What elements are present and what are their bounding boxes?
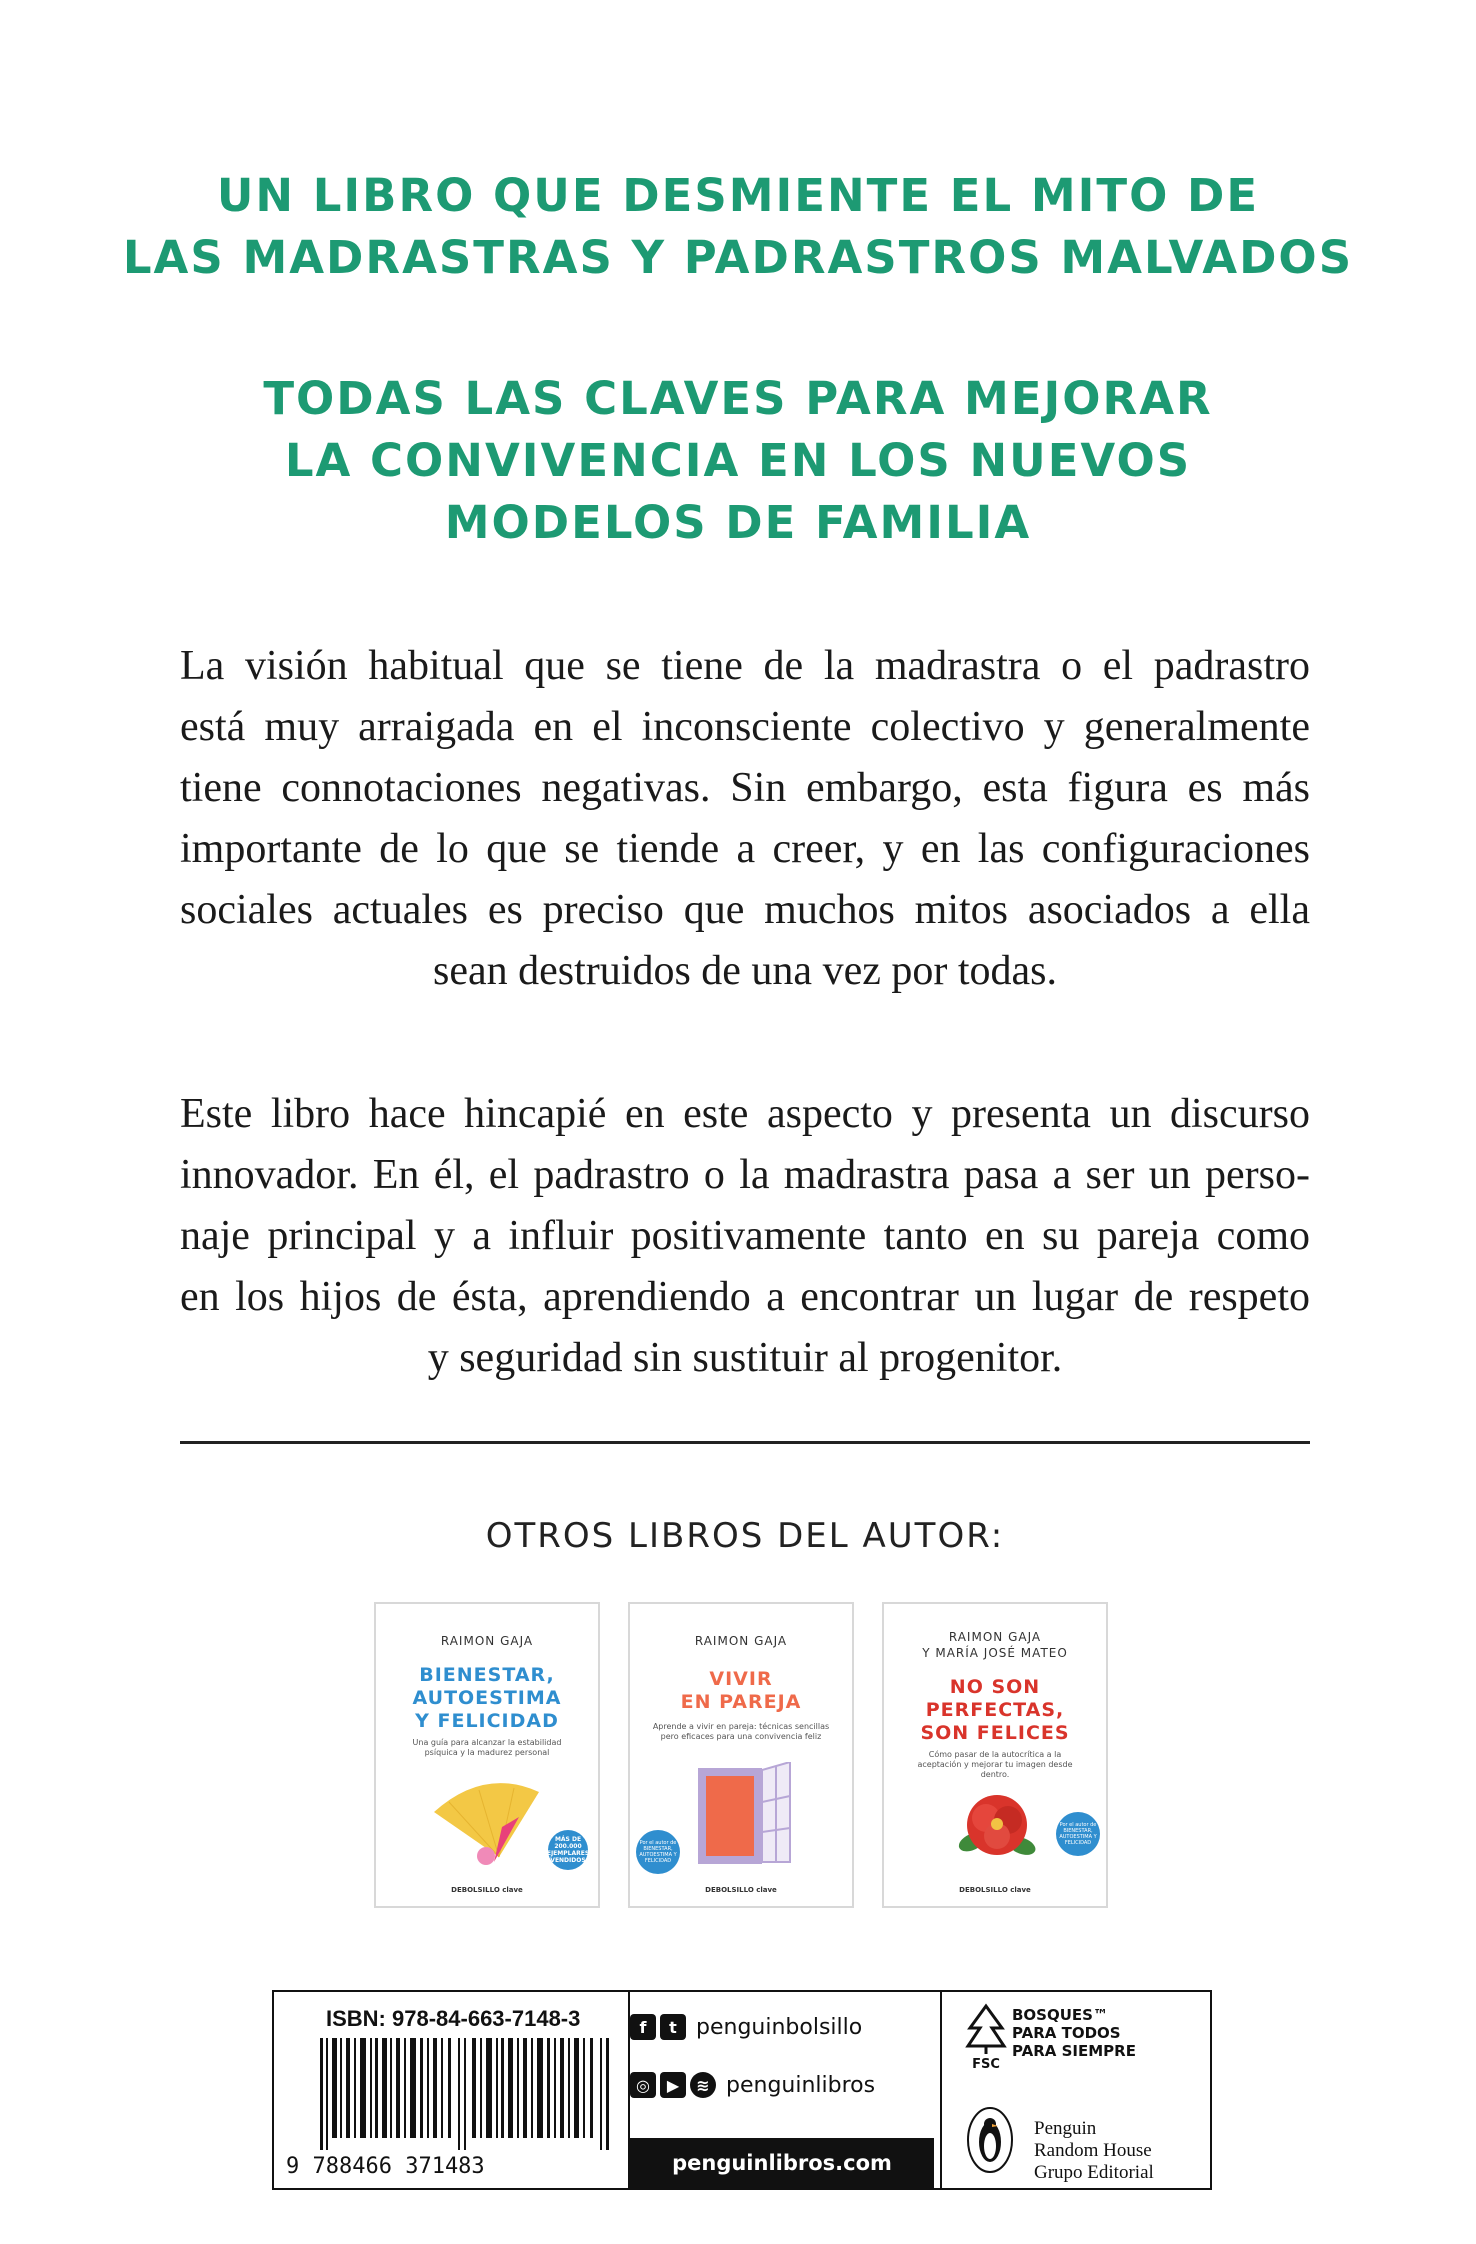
- synopsis-paragraph-1: [180, 636, 1310, 1002]
- text-line: Este libro hace hincapié en este aspecto y presenta un discurso: [180, 1091, 1310, 1137]
- book-subtitle: Aprende a vivir en pareja: técnicas sencillas pero eficaces para una convivencia feliz: [652, 1722, 830, 1741]
- book-title-line: NO SON: [949, 1676, 1041, 1698]
- book-imprint: DEBOLSILLO clave: [705, 1886, 777, 1894]
- fsc-slogan: [1012, 2006, 1136, 2060]
- fsc-slogan-line: PARA SIEMPRE: [1012, 2042, 1136, 2060]
- footer-info-box: [272, 1990, 1212, 2190]
- social-row-libros: [630, 2072, 875, 2098]
- headline-line: UN LIBRO QUE DESMIENTE EL MITO DE: [216, 169, 1260, 222]
- publisher-name: [1034, 2118, 1154, 2184]
- book-title-line: AUTOESTIMA: [412, 1687, 562, 1709]
- book-cover-no-son-perfectas[interactable]: [882, 1602, 1108, 1908]
- book-title-line: EN PAREJA: [680, 1691, 802, 1713]
- text-line: naje principal y a influir positivamente tanto en su pareja como: [180, 1213, 1310, 1259]
- synopsis-paragraph-2: [180, 1084, 1310, 1389]
- author-sticker: Por el autor de BIENESTAR, AUTOESTIMA Y FELICIDAD: [1056, 1812, 1100, 1856]
- youtube-icon[interactable]: ▶: [660, 2072, 686, 2098]
- fan-illustration-icon: [424, 1772, 554, 1872]
- isbn-label: ISBN: 978-84-663-7148-3: [326, 2006, 581, 2031]
- text-line: sociales actuales es preciso que muchos mitos asociados a ella: [180, 887, 1310, 933]
- headline-myth: [120, 165, 1356, 289]
- fsc-slogan-line: BOSQUES™: [1012, 2006, 1108, 2024]
- social-handle[interactable]: penguinlibros: [726, 2072, 876, 2098]
- text-line: La visión habitual que se tiene de la madrastra o el padrastro: [180, 643, 1310, 689]
- fsc-slogan-line: PARA TODOS: [1012, 2024, 1121, 2042]
- other-books-title: OTROS LIBROS DEL AUTOR:: [485, 1516, 1005, 1556]
- text-line: tiene connotaciones negativas. Sin embargo, esta figura es más: [180, 765, 1310, 811]
- book-subtitle: Cómo pasar de la autocrítica a la aceptación y mejorar tu imagen desde dentro.: [917, 1750, 1073, 1779]
- penguin-logo-icon: [962, 2104, 1018, 2176]
- text-line: innovador. En él, el padrastro o la madrastra pasa a ser un perso-: [180, 1152, 1310, 1198]
- headline-line: LAS MADRASTRAS Y PADRASTROS MALVADOS: [122, 231, 1354, 284]
- social-row-bolsillo: [630, 2014, 862, 2040]
- fsc-label: FSC: [972, 2057, 1000, 2070]
- book-cover-vivir-en-pareja[interactable]: [628, 1602, 854, 1908]
- sales-sticker: MÁS DE 200.000 EJEMPLARES VENDIDOS: [548, 1830, 588, 1870]
- flower-illustration-icon: [952, 1780, 1042, 1870]
- publisher-line: Penguin: [1034, 2118, 1097, 2139]
- publisher-line: Grupo Editorial: [1034, 2162, 1154, 2183]
- headline-keys: [120, 368, 1356, 554]
- author-sticker: Por el autor de BIENESTAR, AUTOESTIMA Y FELICIDAD: [636, 1830, 680, 1874]
- book-title-line: BIENESTAR,: [419, 1664, 555, 1686]
- book-subtitle: Una guía para alcanzar la estabilidad psíquica y la madurez personal: [412, 1738, 562, 1757]
- divider-rule: [180, 1441, 1310, 1444]
- book-title: [884, 1676, 1106, 1745]
- book-title: [630, 1668, 852, 1714]
- book-title-line: PERFECTAS,: [925, 1699, 1065, 1721]
- website-link[interactable]: penguinlibros.com: [630, 2138, 934, 2188]
- book-title-line: VIVIR: [709, 1668, 773, 1690]
- window-illustration-icon: [690, 1762, 800, 1874]
- book-author: RAIMON GAJA: [948, 1630, 1042, 1644]
- book-imprint: DEBOLSILLO clave: [451, 1886, 523, 1894]
- text-line: en los hijos de ésta, aprendiendo a encontrar un lugar de respeto: [180, 1274, 1310, 1320]
- book-coauthor: Y MARÍA JOSÉ MATEO: [922, 1646, 1068, 1660]
- book-title-line: Y FELICIDAD: [415, 1710, 559, 1732]
- ean-number: 9 788466 371483: [286, 2154, 485, 2179]
- spotify-icon[interactable]: ≋: [690, 2072, 716, 2098]
- book-author: RAIMON GAJA: [694, 1634, 788, 1648]
- social-handle[interactable]: penguinbolsillo: [696, 2014, 863, 2040]
- book-author: RAIMON GAJA: [440, 1634, 534, 1648]
- text-line: importante de lo que se tiende a creer, y en las configuraciones: [180, 826, 1310, 872]
- headline-line: MODELOS DE FAMILIA: [444, 496, 1032, 549]
- text-line: está muy arraigada en el inconsciente colectivo y generalmente: [180, 704, 1310, 750]
- barcode-icon: [320, 2038, 610, 2150]
- book-title-line: SON FELICES: [920, 1722, 1070, 1744]
- text-line: y seguridad sin sustituir al progenitor.: [427, 1335, 1063, 1381]
- headline-line: LA CONVIVENCIA EN LOS NUEVOS: [284, 434, 1192, 487]
- instagram-icon[interactable]: ◎: [630, 2072, 656, 2098]
- facebook-icon[interactable]: f: [630, 2014, 656, 2040]
- book-cover-bienestar[interactable]: [374, 1602, 600, 1908]
- text-line: sean destruidos de una vez por todas.: [433, 948, 1057, 994]
- book-title: [376, 1664, 598, 1733]
- publisher-line: Random House: [1034, 2140, 1152, 2161]
- headline-line: TODAS LAS CLAVES PARA MEJORAR: [263, 372, 1213, 425]
- footer-divider: [940, 1992, 942, 2188]
- book-imprint: DEBOLSILLO clave: [959, 1886, 1031, 1894]
- twitter-icon[interactable]: t: [660, 2014, 686, 2040]
- fsc-tree-icon: [962, 2002, 1010, 2070]
